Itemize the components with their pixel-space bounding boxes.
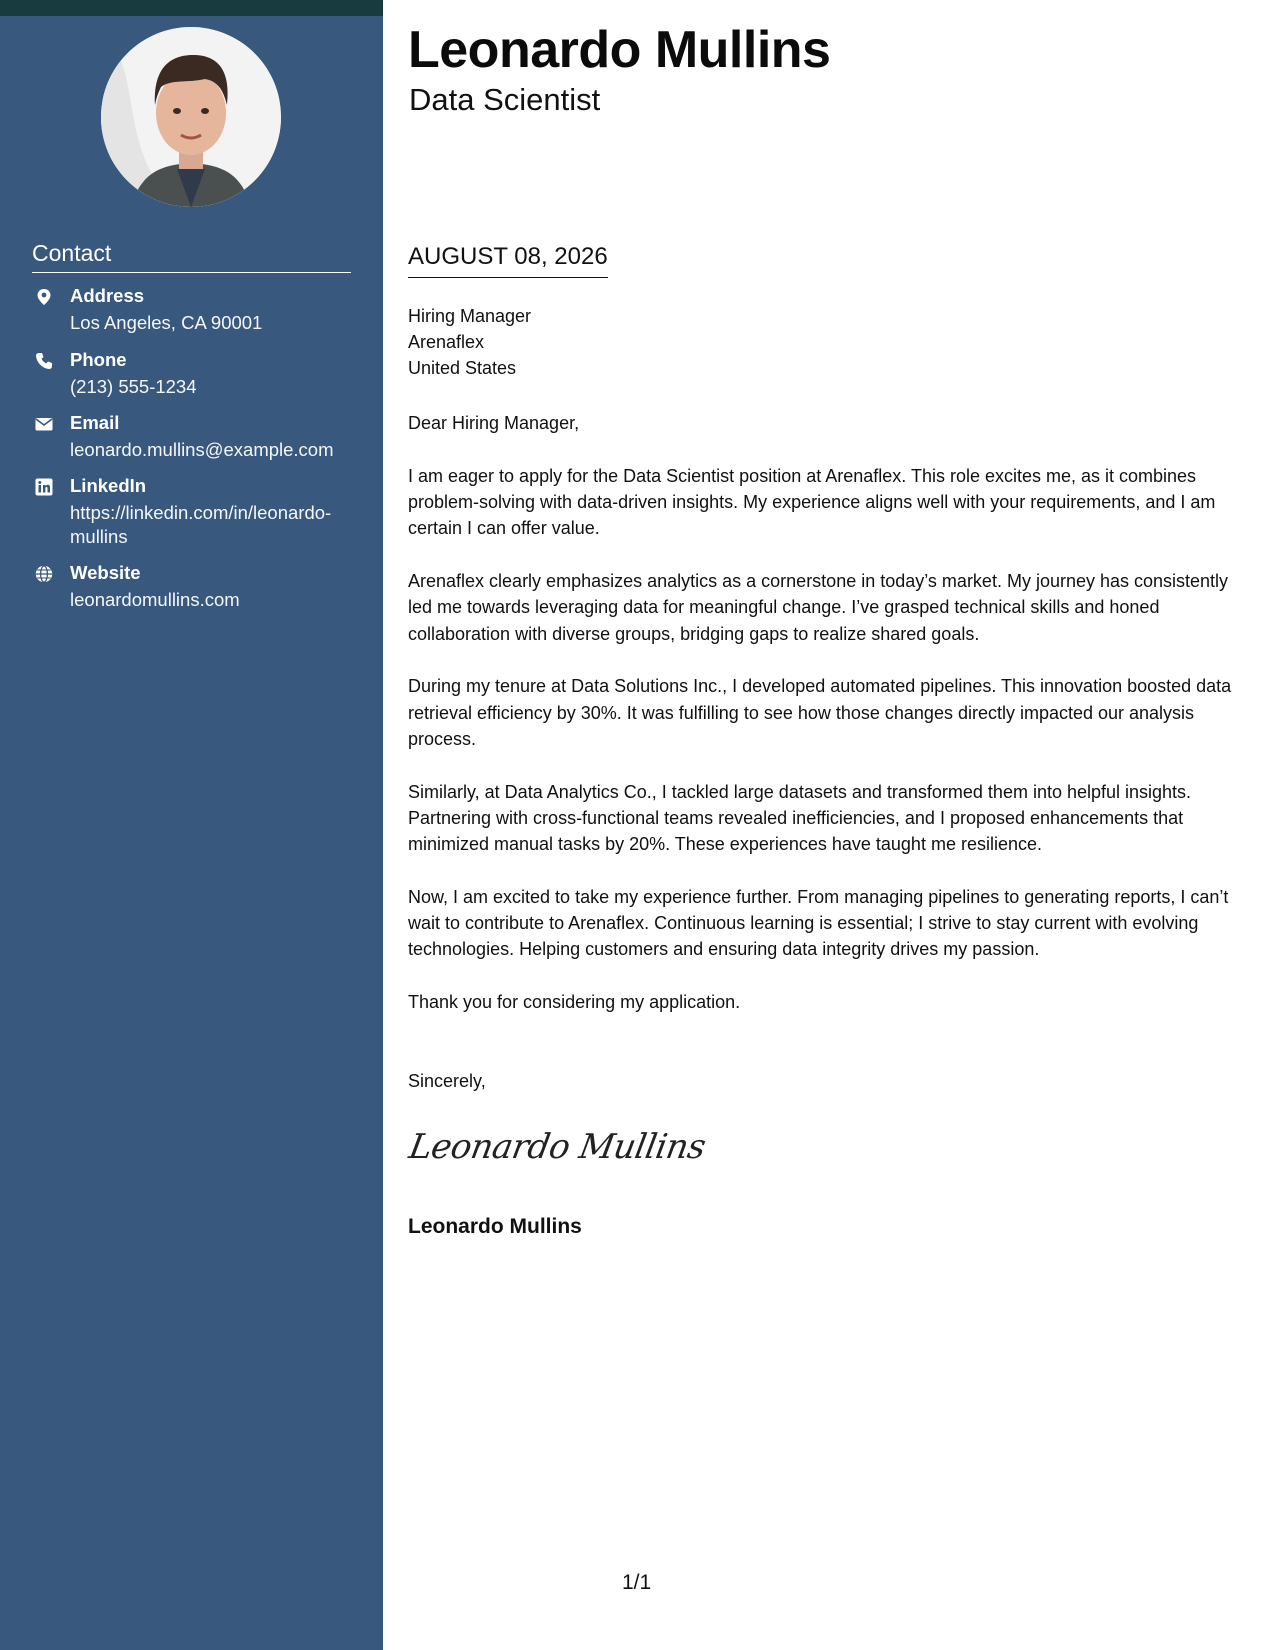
applicant-name: Leonardo Mullins — [408, 21, 831, 79]
letter-paragraph: Now, I am excited to take my experience further. From managing pipelines to generating reports, I can’t wait to contribute to Arenaflex. Continuous learning is essential; I strive to stay current with evolving technologies. Helping customers and ensuring data integrity drives my passion. — [408, 886, 1229, 960]
letter-paragraph: Similarly, at Data Analytics Co., I tackled large datasets and transformed them into helpful insights. Partnering with cross-functional teams revealed inefficiencies, and I proposed enhancements that minimized manual tasks by 20%. These experiences have taught me resilience. — [408, 781, 1192, 855]
location-pin-icon — [35, 288, 53, 306]
phone-icon — [35, 352, 53, 370]
contact-value: (213) 555-1234 — [70, 376, 197, 397]
contact-value: Los Angeles, CA 90001 — [70, 312, 263, 333]
recipient-line: Hiring Manager — [408, 306, 532, 326]
contact-value[interactable]: leonardo.mullins@example.com — [70, 439, 334, 460]
contact-value[interactable]: https://linkedin.com/in/leonardo-mullins — [70, 502, 332, 547]
page-number: 1/1 — [622, 1571, 652, 1594]
contact-label: Website — [70, 562, 141, 583]
linkedin-icon — [35, 478, 53, 496]
closing: Sincerely, — [408, 1071, 486, 1091]
portrait-image — [101, 27, 281, 207]
contact-label: Email — [70, 412, 120, 433]
letter-paragraph: Arenaflex clearly emphasizes analytics as a cornerstone in today’s market. My journey has consistently led me towards leveraging data for meaningful change. I’ve grasped technical skills and honed collaboration with diverse groups, bridging gaps to realize shared goals. — [408, 570, 1229, 644]
recipient-line: Arenaflex — [408, 332, 485, 352]
signer-name: Leonardo Mullins — [408, 1215, 582, 1238]
recipient-line: United States — [408, 358, 517, 378]
contact-label: Phone — [70, 349, 127, 370]
letter-content — [408, 410, 1248, 1042]
contact-value[interactable]: leonardomullins.com — [70, 589, 240, 610]
letter-date: AUGUST 08, 2026 — [408, 243, 608, 278]
letter-paragraph: Thank you for considering my application. — [408, 992, 741, 1013]
contact-label: Address — [70, 285, 145, 306]
letter-paragraph: During my tenure at Data Solutions Inc., I developed automated pipelines. This innovation boosted data retrieval efficiency by 30%. It was fulfilling to see how those changes directly impacted our analysis process. — [408, 676, 1232, 749]
job-title: Data Scientist — [409, 82, 601, 117]
recipient-block — [408, 303, 531, 381]
handwritten-signature: Leonardo Mullins — [406, 1127, 709, 1167]
sidebar — [0, 0, 383, 1650]
envelope-icon — [35, 415, 53, 433]
avatar — [101, 27, 281, 207]
sidebar-top-bar — [0, 0, 383, 16]
globe-icon — [35, 565, 53, 583]
contact-label: LinkedIn — [70, 475, 147, 496]
contact-heading: Contact — [32, 240, 351, 273]
salutation: Dear Hiring Manager, — [408, 413, 580, 433]
letter-paragraph: I am eager to apply for the Data Scientist position at Arenaflex. This role excites me, as it combines problem-solving with data-driven insights. My experience aligns well with your requirements, and I am certain I can offer value. — [408, 465, 1216, 539]
